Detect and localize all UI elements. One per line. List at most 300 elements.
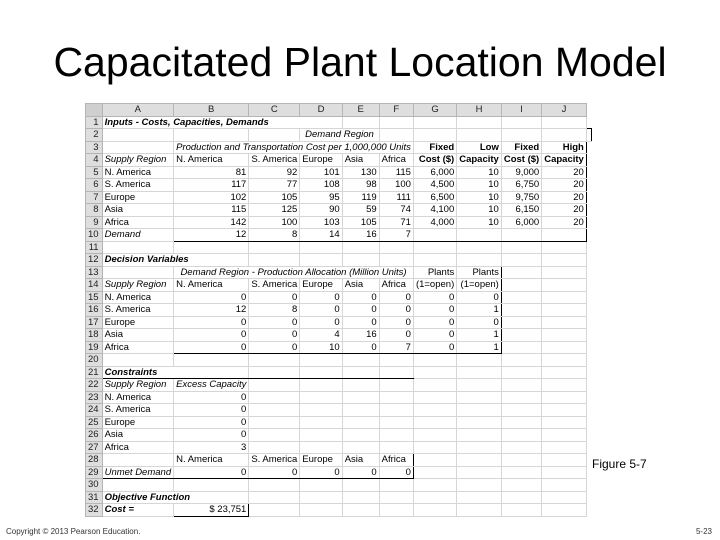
cell-c16[interactable]: 8	[249, 304, 300, 317]
cell-g4[interactable]: Cost ($)	[413, 154, 456, 167]
row-header[interactable]: 7	[86, 191, 103, 204]
cell-a13[interactable]	[102, 266, 174, 279]
cell-e7[interactable]: 119	[342, 191, 379, 204]
cell-e25[interactable]	[342, 416, 379, 429]
column-header-h[interactable]: H	[457, 104, 502, 117]
cell-f18[interactable]: 0	[379, 329, 413, 342]
cell-b9[interactable]: 142	[174, 216, 249, 229]
row-header[interactable]: 24	[86, 404, 103, 417]
cell-f12[interactable]	[379, 254, 413, 267]
cell-b16[interactable]: 12	[174, 304, 249, 317]
cell-e9[interactable]: 105	[342, 216, 379, 229]
cell-e28[interactable]: Asia	[342, 454, 379, 467]
cell-d7[interactable]: 95	[300, 191, 342, 204]
cell-c19[interactable]: 0	[249, 341, 300, 354]
row-header[interactable]: 31	[86, 491, 103, 504]
cell-j22[interactable]	[542, 379, 587, 392]
cell-j19[interactable]	[542, 341, 587, 354]
cell-c11[interactable]	[249, 241, 300, 254]
cell-g16[interactable]: 0	[413, 304, 456, 317]
cell-j13[interactable]	[542, 266, 587, 279]
cell-b5[interactable]: 81	[174, 166, 249, 179]
cell-c14[interactable]: S. America	[249, 279, 300, 292]
cell-e6[interactable]: 98	[342, 179, 379, 192]
cell-d9[interactable]: 103	[300, 216, 342, 229]
row-header[interactable]: 14	[86, 279, 103, 292]
cell-b14[interactable]: N. America	[174, 279, 249, 292]
cell-h9[interactable]: 10	[457, 216, 502, 229]
row-header[interactable]: 29	[86, 466, 103, 479]
cell-a1[interactable]: Inputs - Costs, Capacities, Demands	[102, 116, 342, 129]
cell-j24[interactable]	[542, 404, 587, 417]
cell-f26[interactable]	[379, 429, 413, 442]
cell-g11[interactable]	[413, 241, 456, 254]
cell-b26[interactable]: 0	[174, 429, 249, 442]
cell-h7[interactable]: 10	[457, 191, 502, 204]
cell-h28[interactable]	[457, 454, 502, 467]
cell-e21[interactable]	[342, 366, 379, 379]
cell-h26[interactable]	[457, 429, 502, 442]
row-header[interactable]: 18	[86, 329, 103, 342]
cell-a2[interactable]	[102, 129, 174, 142]
cell-d22[interactable]	[300, 379, 342, 392]
cell-c29[interactable]: 0	[249, 466, 300, 479]
cell-g6[interactable]: 4,500	[413, 179, 456, 192]
cell-f27[interactable]	[379, 441, 413, 454]
cell-e26[interactable]	[342, 429, 379, 442]
cell-i32[interactable]	[501, 504, 541, 517]
row-header[interactable]: 17	[86, 316, 103, 329]
cell-h13[interactable]: Plants	[457, 266, 502, 279]
cell-e18[interactable]: 16	[342, 329, 379, 342]
cell-j23[interactable]	[542, 391, 587, 404]
cell-a17[interactable]: Europe	[102, 316, 174, 329]
cell-i4[interactable]: Cost ($)	[501, 154, 541, 167]
cell-g17[interactable]: 0	[413, 316, 456, 329]
cell-i11[interactable]	[501, 241, 541, 254]
row-header[interactable]: 32	[86, 504, 103, 517]
cell-b29[interactable]: 0	[174, 466, 249, 479]
cell-h4[interactable]: Capacity	[457, 154, 502, 167]
cell-h22[interactable]	[457, 379, 502, 392]
cell-c17[interactable]: 0	[249, 316, 300, 329]
cell-c24[interactable]	[249, 404, 300, 417]
cell-d6[interactable]: 108	[300, 179, 342, 192]
cell-j29[interactable]	[542, 466, 587, 479]
cell-a5[interactable]: N. America	[102, 166, 174, 179]
cell-a15[interactable]: N. America	[102, 291, 174, 304]
cell-b30[interactable]	[174, 479, 249, 492]
cell-g8[interactable]: 4,100	[413, 204, 456, 217]
row-header[interactable]: 12	[86, 254, 103, 267]
cell-g3[interactable]: Fixed	[413, 141, 456, 154]
cell-f24[interactable]	[379, 404, 413, 417]
cell-e27[interactable]	[342, 441, 379, 454]
cell-i18[interactable]	[501, 329, 541, 342]
cell-j15[interactable]	[542, 291, 587, 304]
cell-a8[interactable]: Asia	[102, 204, 174, 217]
select-all-corner[interactable]	[86, 104, 103, 117]
cell-b15[interactable]: 0	[174, 291, 249, 304]
cell-a4[interactable]: Supply Region	[102, 154, 174, 167]
cell-c23[interactable]	[249, 391, 300, 404]
cell-i14[interactable]	[501, 279, 541, 292]
cell-j11[interactable]	[542, 241, 587, 254]
cell-h15[interactable]: 0	[457, 291, 502, 304]
cell-h30[interactable]	[457, 479, 502, 492]
cell-f16[interactable]: 0	[379, 304, 413, 317]
cell-g9[interactable]: 4,000	[413, 216, 456, 229]
cell-b7[interactable]: 102	[174, 191, 249, 204]
cell-a3[interactable]	[102, 141, 174, 154]
row-header[interactable]: 16	[86, 304, 103, 317]
cell-j1[interactable]	[542, 116, 587, 129]
cell-a22[interactable]: Supply Region	[102, 379, 174, 392]
cell-j9[interactable]: 20	[542, 216, 587, 229]
cell-i30[interactable]	[501, 479, 541, 492]
cell-g18[interactable]: 0	[413, 329, 456, 342]
cell-d30[interactable]	[300, 479, 342, 492]
cell-h23[interactable]	[457, 391, 502, 404]
cell-a9[interactable]: Africa	[102, 216, 174, 229]
cell-c18[interactable]: 0	[249, 329, 300, 342]
row-header[interactable]: 30	[86, 479, 103, 492]
cell-e12[interactable]	[342, 254, 379, 267]
row-header[interactable]: 10	[86, 229, 103, 242]
cell-c12[interactable]	[249, 254, 300, 267]
cell-h8[interactable]: 10	[457, 204, 502, 217]
cell-h18[interactable]: 1	[457, 329, 502, 342]
cell-c22[interactable]	[249, 379, 300, 392]
cell-b6[interactable]: 117	[174, 179, 249, 192]
cell-e17[interactable]: 0	[342, 316, 379, 329]
cell-f28[interactable]: Africa	[379, 454, 413, 467]
cell-i16[interactable]	[501, 304, 541, 317]
cell-i8[interactable]: 6,150	[501, 204, 541, 217]
cell-e19[interactable]: 0	[342, 341, 379, 354]
cell-j27[interactable]	[542, 441, 587, 454]
cell-e32[interactable]	[342, 504, 379, 517]
cell-d29[interactable]: 0	[300, 466, 342, 479]
cell-f25[interactable]	[379, 416, 413, 429]
cell-b28[interactable]: N. America	[174, 454, 249, 467]
cell-c10[interactable]: 8	[249, 229, 300, 242]
cell-b10[interactable]: 12	[174, 229, 249, 242]
cell-c9[interactable]: 100	[249, 216, 300, 229]
cell-b4[interactable]: N. America	[174, 154, 249, 167]
cell-b18[interactable]: 0	[174, 329, 249, 342]
cell-a31[interactable]: Objective Function	[102, 491, 249, 504]
cell-e23[interactable]	[342, 391, 379, 404]
cell-i10[interactable]	[501, 229, 541, 242]
cell-g25[interactable]	[413, 416, 456, 429]
cell-j7[interactable]: 20	[542, 191, 587, 204]
cell-j26[interactable]	[542, 429, 587, 442]
cell-j28[interactable]	[542, 454, 587, 467]
row-header[interactable]: 25	[86, 416, 103, 429]
cell-j2[interactable]	[586, 129, 591, 142]
cell-i3[interactable]: Fixed	[501, 141, 541, 154]
cell-e15[interactable]: 0	[342, 291, 379, 304]
cell-f14[interactable]: Africa	[379, 279, 413, 292]
cell-e4[interactable]: Asia	[342, 154, 379, 167]
cell-j4[interactable]: Capacity	[542, 154, 587, 167]
cell-a11[interactable]	[102, 241, 174, 254]
cell-g28[interactable]	[413, 454, 456, 467]
cell-a18[interactable]: Asia	[102, 329, 174, 342]
column-header-a[interactable]: A	[102, 104, 174, 117]
cell-d23[interactable]	[300, 391, 342, 404]
row-header[interactable]: 26	[86, 429, 103, 442]
cell-d25[interactable]	[300, 416, 342, 429]
cell-i21[interactable]	[501, 366, 541, 379]
row-header[interactable]: 13	[86, 266, 103, 279]
cell-f2[interactable]	[413, 129, 456, 142]
cell-g10[interactable]	[413, 229, 456, 242]
cell-c5[interactable]: 92	[249, 166, 300, 179]
cell-e29[interactable]: 0	[342, 466, 379, 479]
row-header[interactable]: 11	[86, 241, 103, 254]
cell-d24[interactable]	[300, 404, 342, 417]
cell-h3[interactable]: Low	[457, 141, 502, 154]
cell-j3[interactable]: High	[542, 141, 587, 154]
cell-j16[interactable]	[542, 304, 587, 317]
row-header[interactable]: 4	[86, 154, 103, 167]
cell-g30[interactable]	[413, 479, 456, 492]
cell-h19[interactable]: 1	[457, 341, 502, 354]
cell-a24[interactable]: S. America	[102, 404, 174, 417]
cell-a20[interactable]	[102, 354, 174, 367]
row-header[interactable]: 22	[86, 379, 103, 392]
cell-g27[interactable]	[413, 441, 456, 454]
cell-e5[interactable]: 130	[342, 166, 379, 179]
cell-d15[interactable]: 0	[300, 291, 342, 304]
cell-f15[interactable]: 0	[379, 291, 413, 304]
cell-g12[interactable]	[413, 254, 456, 267]
cell-h6[interactable]: 10	[457, 179, 502, 192]
cell-g21[interactable]	[413, 366, 456, 379]
row-header[interactable]: 21	[86, 366, 103, 379]
cell-c15[interactable]: 0	[249, 291, 300, 304]
column-header-c[interactable]: C	[249, 104, 300, 117]
cell-c4[interactable]: S. America	[249, 154, 300, 167]
cell-a19[interactable]: Africa	[102, 341, 174, 354]
cell-b3[interactable]: Production and Transportation Cost per 1,000,000 Units	[174, 141, 414, 154]
cell-a23[interactable]: N. America	[102, 391, 174, 404]
cell-f5[interactable]: 115	[379, 166, 413, 179]
row-header[interactable]: 9	[86, 216, 103, 229]
cell-g22[interactable]	[413, 379, 456, 392]
row-header[interactable]: 27	[86, 441, 103, 454]
cell-h20[interactable]	[457, 354, 502, 367]
cell-i31[interactable]	[501, 491, 541, 504]
cell-d14[interactable]: Europe	[300, 279, 342, 292]
cell-i25[interactable]	[501, 416, 541, 429]
cell-i6[interactable]: 6,750	[501, 179, 541, 192]
cell-g13[interactable]: Plants	[413, 266, 456, 279]
cell-d19[interactable]: 10	[300, 341, 342, 354]
cell-h27[interactable]	[457, 441, 502, 454]
cell-g26[interactable]	[413, 429, 456, 442]
cell-f9[interactable]: 71	[379, 216, 413, 229]
cell-i20[interactable]	[501, 354, 541, 367]
cell-j31[interactable]	[542, 491, 587, 504]
cell-a10[interactable]: Demand	[102, 229, 174, 242]
cell-e2[interactable]	[379, 129, 413, 142]
cell-b32[interactable]: $ 23,751	[174, 504, 249, 517]
cell-f23[interactable]	[379, 391, 413, 404]
cell-d21[interactable]	[300, 366, 342, 379]
cell-a21[interactable]: Constraints	[102, 366, 249, 379]
cell-e14[interactable]: Asia	[342, 279, 379, 292]
cell-d27[interactable]	[300, 441, 342, 454]
cell-i12[interactable]	[501, 254, 541, 267]
cell-i28[interactable]	[501, 454, 541, 467]
cell-e31[interactable]	[342, 491, 379, 504]
cell-i27[interactable]	[501, 441, 541, 454]
cell-d12[interactable]	[300, 254, 342, 267]
cell-c2[interactable]	[249, 129, 300, 142]
cell-i13[interactable]	[501, 266, 541, 279]
row-header[interactable]: 6	[86, 179, 103, 192]
cell-i2[interactable]	[542, 129, 587, 142]
cell-b19[interactable]: 0	[174, 341, 249, 354]
cell-g2[interactable]	[457, 129, 502, 142]
cell-f29[interactable]: 0	[379, 466, 413, 479]
cell-e16[interactable]: 0	[342, 304, 379, 317]
column-header-d[interactable]: D	[300, 104, 342, 117]
cell-h17[interactable]: 0	[457, 316, 502, 329]
cell-b8[interactable]: 115	[174, 204, 249, 217]
cell-c21[interactable]	[249, 366, 300, 379]
cell-j12[interactable]	[542, 254, 587, 267]
cell-i22[interactable]	[501, 379, 541, 392]
cell-f19[interactable]: 7	[379, 341, 413, 354]
cell-d31[interactable]	[300, 491, 342, 504]
cell-b24[interactable]: 0	[174, 404, 249, 417]
cell-j6[interactable]: 20	[542, 179, 587, 192]
row-header[interactable]: 20	[86, 354, 103, 367]
cell-b25[interactable]: 0	[174, 416, 249, 429]
cell-a30[interactable]	[102, 479, 174, 492]
column-header-e[interactable]: E	[342, 104, 379, 117]
cell-g7[interactable]: 6,500	[413, 191, 456, 204]
cell-f21[interactable]	[379, 366, 413, 379]
cell-j32[interactable]	[542, 504, 587, 517]
cell-j21[interactable]	[542, 366, 587, 379]
cell-a32[interactable]: Cost =	[102, 504, 174, 517]
cell-c8[interactable]: 125	[249, 204, 300, 217]
cell-b27[interactable]: 3	[174, 441, 249, 454]
row-header[interactable]: 3	[86, 141, 103, 154]
cell-f1[interactable]	[379, 116, 413, 129]
cell-i29[interactable]	[501, 466, 541, 479]
cell-g20[interactable]	[413, 354, 456, 367]
row-header[interactable]: 8	[86, 204, 103, 217]
cell-j17[interactable]	[542, 316, 587, 329]
cell-f4[interactable]: Africa	[379, 154, 413, 167]
cell-h25[interactable]	[457, 416, 502, 429]
cell-d5[interactable]: 101	[300, 166, 342, 179]
cell-g14[interactable]: (1=open)	[413, 279, 456, 292]
cell-j25[interactable]	[542, 416, 587, 429]
cell-i26[interactable]	[501, 429, 541, 442]
cell-i7[interactable]: 9,750	[501, 191, 541, 204]
cell-f31[interactable]	[379, 491, 413, 504]
column-header-b[interactable]: B	[174, 104, 249, 117]
cell-j8[interactable]: 20	[542, 204, 587, 217]
cell-c25[interactable]	[249, 416, 300, 429]
cell-c20[interactable]	[249, 354, 300, 367]
cell-d8[interactable]: 90	[300, 204, 342, 217]
cell-g5[interactable]: 6,000	[413, 166, 456, 179]
cell-a7[interactable]: Europe	[102, 191, 174, 204]
cell-h31[interactable]	[457, 491, 502, 504]
row-header[interactable]: 5	[86, 166, 103, 179]
cell-g1[interactable]	[413, 116, 456, 129]
cell-c32[interactable]	[249, 504, 300, 517]
cell-h1[interactable]	[457, 116, 502, 129]
cell-a27[interactable]: Africa	[102, 441, 174, 454]
cell-f22[interactable]	[379, 379, 413, 392]
cell-h24[interactable]	[457, 404, 502, 417]
cell-j30[interactable]	[542, 479, 587, 492]
row-header[interactable]: 1	[86, 116, 103, 129]
column-header-f[interactable]: F	[379, 104, 413, 117]
cell-a16[interactable]: S. America	[102, 304, 174, 317]
cell-a6[interactable]: S. America	[102, 179, 174, 192]
cell-e20[interactable]	[342, 354, 379, 367]
cell-g23[interactable]	[413, 391, 456, 404]
cell-i23[interactable]	[501, 391, 541, 404]
cell-d4[interactable]: Europe	[300, 154, 342, 167]
cell-e10[interactable]: 16	[342, 229, 379, 242]
cell-e22[interactable]	[342, 379, 379, 392]
row-header[interactable]: 19	[86, 341, 103, 354]
cell-h16[interactable]: 1	[457, 304, 502, 317]
cell-g15[interactable]: 0	[413, 291, 456, 304]
cell-c26[interactable]	[249, 429, 300, 442]
cell-f11[interactable]	[379, 241, 413, 254]
cell-b17[interactable]: 0	[174, 316, 249, 329]
cell-i1[interactable]	[501, 116, 541, 129]
cell-h32[interactable]	[457, 504, 502, 517]
cell-b20[interactable]	[174, 354, 249, 367]
cell-g24[interactable]	[413, 404, 456, 417]
column-header-j[interactable]: J	[542, 104, 587, 117]
cell-a28[interactable]	[102, 454, 174, 467]
cell-b23[interactable]: 0	[174, 391, 249, 404]
cell-b22[interactable]: Excess Capacity	[174, 379, 249, 392]
cell-i17[interactable]	[501, 316, 541, 329]
cell-j5[interactable]: 20	[542, 166, 587, 179]
cell-h2[interactable]	[501, 129, 541, 142]
cell-g29[interactable]	[413, 466, 456, 479]
cell-b11[interactable]	[174, 241, 249, 254]
row-header[interactable]: 23	[86, 391, 103, 404]
cell-a29[interactable]: Unmet Demand	[102, 466, 174, 479]
cell-h10[interactable]	[457, 229, 502, 242]
cell-c27[interactable]	[249, 441, 300, 454]
cell-d20[interactable]	[300, 354, 342, 367]
cell-j10[interactable]	[542, 229, 587, 242]
cell-h29[interactable]	[457, 466, 502, 479]
cell-e8[interactable]: 59	[342, 204, 379, 217]
cell-i24[interactable]	[501, 404, 541, 417]
cell-f8[interactable]: 74	[379, 204, 413, 217]
row-header[interactable]: 15	[86, 291, 103, 304]
cell-c6[interactable]: 77	[249, 179, 300, 192]
